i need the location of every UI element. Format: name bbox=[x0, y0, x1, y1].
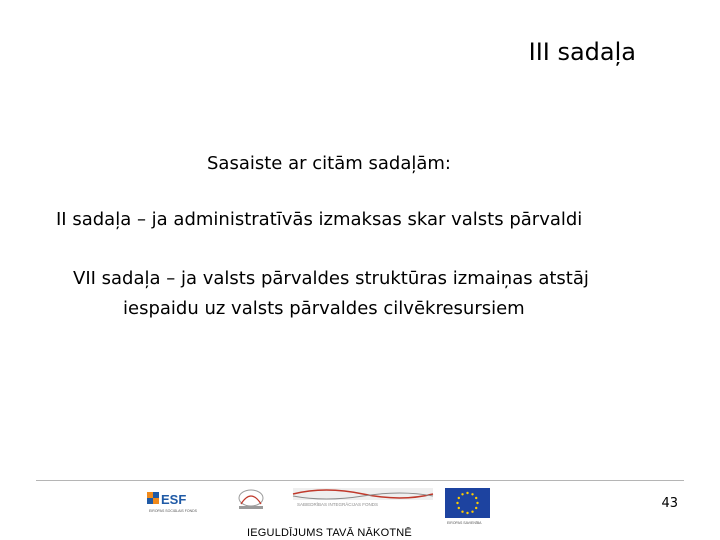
sif-caption: SABIEDRĪBAS INTEGRĀCIJAS FONDS bbox=[297, 502, 379, 507]
page-number: 43 bbox=[661, 496, 678, 511]
slide-subtitle: Sasaiste ar citām sadaļām: bbox=[207, 153, 451, 174]
esf-caption: EIROPAS SOCIĀLAIS FONDS bbox=[149, 509, 197, 513]
body-line-2: VII sadaļa – ja valsts pārvaldes struktūras izmaiņas atstāj bbox=[73, 268, 589, 289]
footer-logos bbox=[135, 484, 495, 530]
body-line-1: II sadaļa – ja administratīvās izmaksas skar valsts pārvaldi bbox=[56, 209, 583, 230]
slide-title: III sadaļa bbox=[528, 38, 636, 66]
footer-divider bbox=[36, 480, 684, 481]
eu-caption: EIROPAS SAVIENĪBA bbox=[447, 521, 482, 525]
body-line-3: iespaidu uz valsts pārvaldes cilvēkresursiem bbox=[123, 298, 525, 319]
eu-flag-logo bbox=[445, 488, 490, 525]
esf-logo bbox=[147, 492, 198, 513]
esf-logo-text: ESF bbox=[161, 492, 187, 507]
footer-slogan: IEGULDĪJUMS TAVĀ NĀKOTNĒ bbox=[247, 527, 412, 539]
sif-logo bbox=[293, 488, 433, 507]
emblem-logo bbox=[239, 490, 263, 509]
